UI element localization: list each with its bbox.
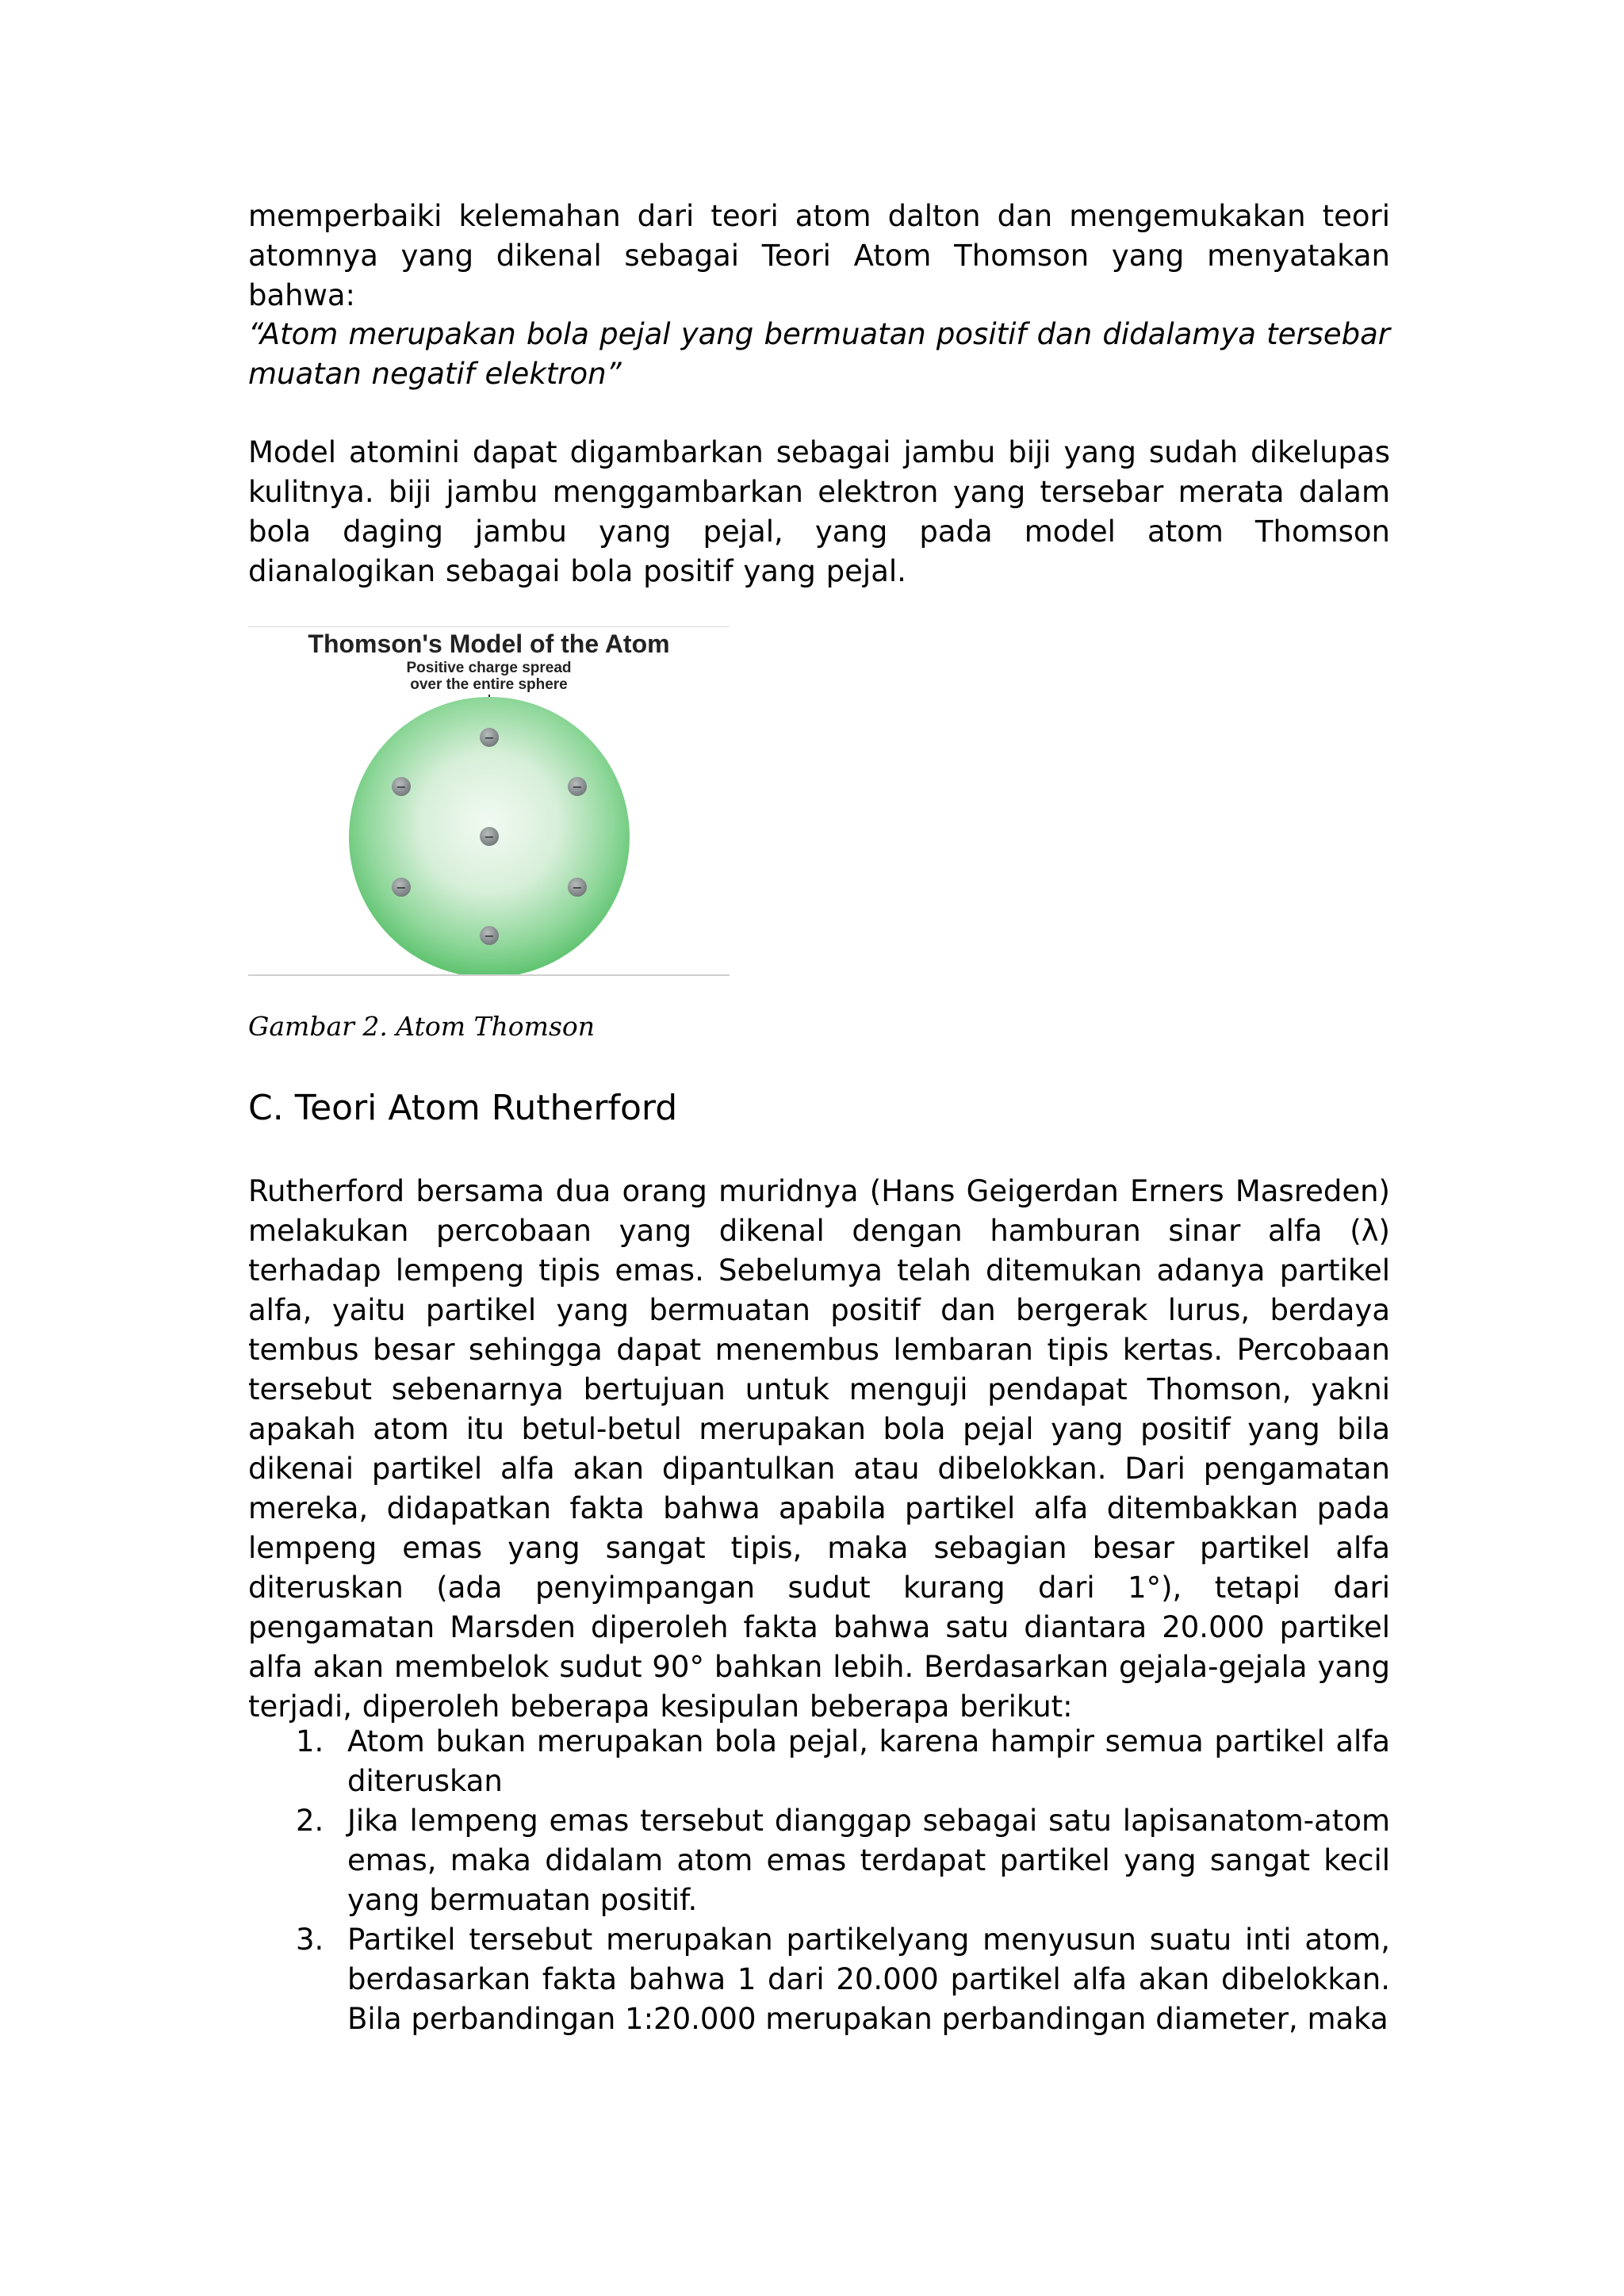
model-paragraph: Model atomini dapat digambarkan sebagai jambu biji yang sudah dikelupas kulitnya. biji jambu menggambarkan elektron yang tersebar merata dalam bola daging jambu yang pejal, yang pada model atom Thomson dianalogikan sebagai bola positif yang pejal. <box>248 435 1390 588</box>
figure-title: Thomson's Model of the Atom <box>308 629 670 658</box>
thomson-quote: “Atom merupakan bola pejal yang bermuatan positif dan didalamya tersebar muatan negatif elektron” <box>248 317 1390 391</box>
intro-block <box>248 197 1390 316</box>
electron-7 <box>480 926 499 945</box>
electron-3-symbol: − <box>572 779 583 794</box>
electron-4-symbol: − <box>484 829 495 844</box>
electron-2-symbol: − <box>396 779 407 794</box>
list-item-text: Atom bukan merupakan bola pejal, karena hampir semua partikel alfa diteruskan <box>347 1724 1390 1798</box>
electron-7-symbol: − <box>484 928 495 943</box>
quote-block <box>248 315 1390 394</box>
figure-bottom-rule <box>248 974 730 976</box>
electron-3 <box>568 777 587 796</box>
conclusion-list <box>248 1722 1390 2039</box>
model-block <box>248 433 1390 591</box>
electron-4 <box>480 827 499 846</box>
electron-6-symbol: − <box>572 880 583 895</box>
electron-5-symbol: − <box>396 880 407 895</box>
electron-6 <box>568 878 587 897</box>
intro-paragraph: memperbaiki kelemahan dari teori atom dalton dan mengemukakan teori atomnya yang dikenal sebagai Teori Atom Thomson yang menyatakan bahwa: <box>248 199 1390 312</box>
list-item-text: Jika lempeng emas tersebut dianggap sebagai satu lapisanatom-atom emas, maka didalam atom emas terdapat partikel yang sangat kecil yang bermuatan positif. <box>347 1804 1390 1917</box>
atom-sphere-diagram <box>248 626 730 975</box>
electron-1-symbol: − <box>484 730 495 745</box>
list-item-text: Partikel tersebut merupakan partikelyang menyusun suatu inti atom, berdasarkan fakta bahwa 1 dari 20.000 partikel alfa akan dibelokkan. Bila perbandingan 1:20.000 merupakan perbandingan diameter, maka <box>347 1923 1390 2036</box>
list-item-number: 2. <box>296 1804 324 1838</box>
rutherford-paragraph: Rutherford bersama dua orang muridnya (Hans Geigerdan Erners Masreden) melakukan percobaan yang dikenal dengan hamburan sinar alfa (λ) terhadap lempeng tipis emas. Sebelumya telah ditemukan adanya partikel alfa, yaitu partikel yang bermuatan positif dan bergerak lurus, berdaya tembus besar sehingga dapat menembus lembaran tipis kertas. Percobaan tersebut sebenarnya bertujuan untuk menguji pendapat Thomson, yakni apakah atom itu betul-betul merupakan bola pejal yang positif yang bila dikenai partikel alfa akan dipantulkan atau dibelokkan. Dari pengamatan mereka, didapatkan fakta bahwa apabila partikel alfa ditembakkan pada lempeng emas yang sangat tipis, maka sebagian besar partikel alfa diteruskan (ada penyimpangan sudut kurang dari 1°), tetapi dari pengamatan Marsden diperoleh fakta bahwa satu diantara 20.000 partikel alfa akan membelok sudut 90° bahkan lebih. Berdasarkan gejala-gejala yang terjadi, diperoleh beberapa kesipulan beberapa berikut: <box>248 1174 1390 1724</box>
figure-subtitle-line2: over the entire sphere <box>410 676 568 693</box>
rutherford-block <box>248 1172 1390 1727</box>
thomson-model-figure <box>248 626 730 975</box>
list-item <box>248 1722 1390 1801</box>
figure-caption: Gambar 2. Atom Thomson <box>248 1011 596 1042</box>
electron-2 <box>392 777 411 796</box>
figure-subtitle-line1: Positive charge spread <box>406 660 572 676</box>
list-item-number: 1. <box>296 1724 324 1758</box>
section-heading: C. Teori Atom Rutherford <box>248 1088 678 1128</box>
list-item-number: 3. <box>296 1923 324 1957</box>
electron-1 <box>480 728 499 747</box>
electron-5 <box>392 878 411 897</box>
list-item <box>248 1920 1390 2039</box>
list-item <box>248 1801 1390 1920</box>
